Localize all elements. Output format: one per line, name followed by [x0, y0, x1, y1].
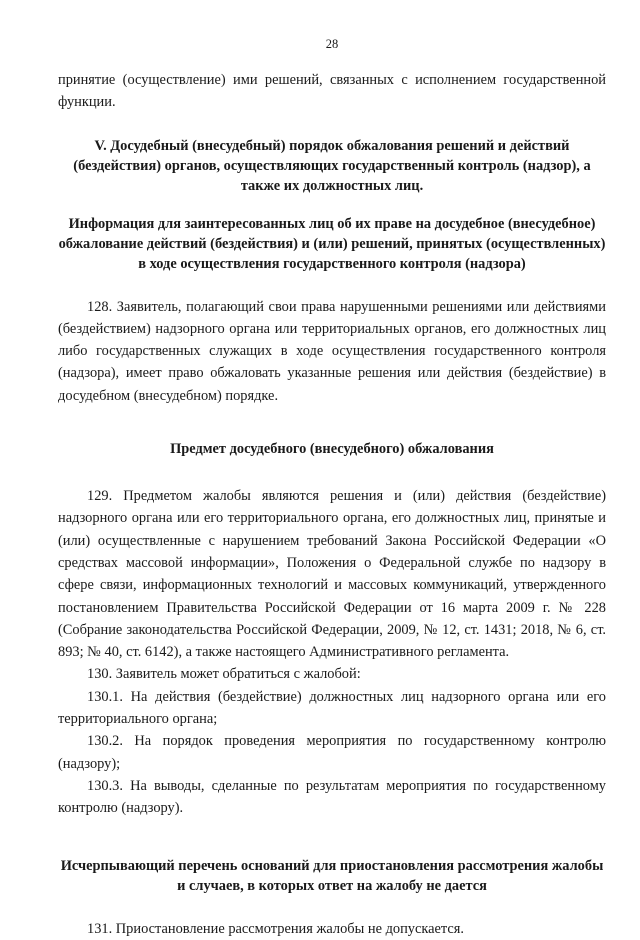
- info-heading: Информация для заинтересованных лиц об их праве на досудебное (внесудебное) обжалование действий (бездействия) и (или) решений, принятых (осуществленных) в ходе осуществления государственного контроля (надзора): [58, 215, 606, 272]
- paragraph-130-1: 130.1. На действия (бездействие) должностных лиц надзорного органа или его территориального органа;: [58, 688, 606, 728]
- section-heading: V. Досудебный (внесудебный) порядок обжалования решений и действий (бездействия) органов, осуществляющих государственный контроль (надзор), а также их должностных лиц.: [73, 137, 591, 194]
- paragraph-130: 130. Заявитель может обратиться с жалобой:: [87, 666, 361, 683]
- subject-heading: Предмет досудебного (внесудебного) обжалования: [170, 441, 494, 458]
- list-heading: Исчерпывающий перечень оснований для приостановления рассмотрения жалобы и случаев, в которых ответ на жалобу не дается: [60, 857, 604, 894]
- paragraph-130-2: 130.2. На порядок проведения мероприятия по государственному контролю (надзору);: [58, 733, 606, 772]
- paragraph-131: 131. Приостановление рассмотрения жалобы не допускается.: [87, 920, 464, 937]
- page-number: 28: [325, 37, 339, 51]
- paragraph-129: 129. Предметом жалобы являются решения и (или) действия (бездействие) надзорного органа или его территориального органа, его должностных лиц, принятые и (или) осуществленные с нарушением требований Закона Российской Федерации «О средствах массовой информации», Положения о Федеральной службе по надзору в сфере связи, информационных технологий и массовых коммуникаций, утвержденного постановлением Правительства Российской Федерации от 16 марта 2009 г. № 228 (Собрание законодательства Российской Федерации, 2009, № 12, ст. 1431; 2018, № 6, ст. 893; № 40, ст. 6142), а также настоящего Административного регламента.: [58, 488, 606, 661]
- paragraph-130-3: 130.3. На выводы, сделанные по результатам мероприятия по государственному контролю (надзору).: [58, 777, 606, 817]
- paragraph-128: 128. Заявитель, полагающий свои права нарушенными решениями или действиями (бездействием) надзорного органа или территориальных органов, его должностных лиц либо государственных служащих в ходе осуществления государственного контроля (надзора), имеет право обжаловать указанные решения или действия (бездействие) в досудебном (внесудебном) порядке.: [58, 298, 606, 404]
- continuation-paragraph: принятие (осуществление) ими решений, связанных с исполнением государственной функции.: [58, 72, 606, 111]
